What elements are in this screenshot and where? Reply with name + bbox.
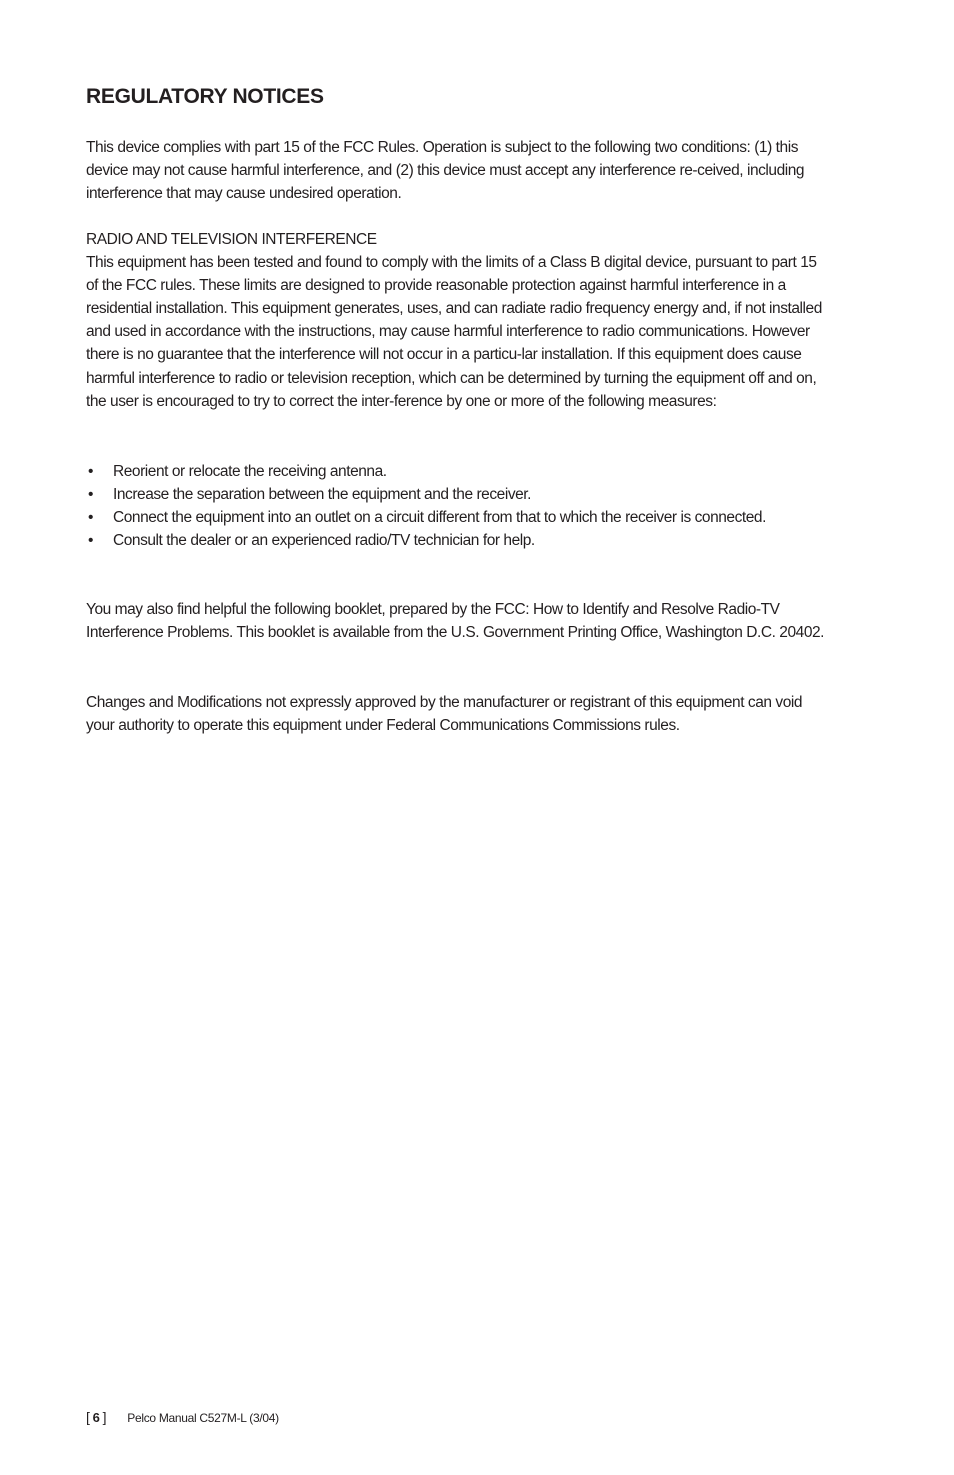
page-number: 6 bbox=[92, 1410, 100, 1425]
interference-paragraph: This equipment has been tested and found to comply with the limits of a Class B digital device, pursuant to part 15 of the FCC rules. These limits are designed to provide reasonable protection against harmful interference in a residential installation. This equipment generates, uses, and can radiate radio frequency energy and, if not installed and used in accordance with the instructions, may cause harmful interference to radio communications. However there is no guarantee that the interference will not occur in a particu-lar installation. If this equipment does cause harmful interference to radio or television reception, which can be determined by turning the equipment off and on, the user is encouraged to try to correct the inter-ference by one or more of the following measures: bbox=[86, 254, 822, 410]
interference-section bbox=[86, 228, 826, 413]
modifications-paragraph: Changes and Modifications not expressly approved by the manufacturer or registrant of this equipment can void your authority to operate this equipment under Federal Communications Commissions rules. bbox=[86, 694, 803, 735]
bullet-icon: • bbox=[88, 463, 93, 480]
list-item-text: Increase the separation between the equipment and the receiver. bbox=[113, 486, 532, 504]
list-item bbox=[86, 529, 826, 552]
list-item bbox=[86, 460, 826, 483]
page-heading: REGULATORY NOTICES bbox=[86, 85, 324, 108]
manual-reference: Pelco Manual C527M-L (3/04) bbox=[127, 1411, 279, 1425]
measures-list bbox=[86, 460, 826, 552]
bullet-icon: • bbox=[88, 509, 93, 527]
bullet-icon: • bbox=[88, 532, 93, 550]
booklet-paragraph: You may also find helpful the following booklet, prepared by the FCC: How to Identify and Resolve Radio-TV Interference Problems. This booklet is available from the U.S. Government Printing Office, Washington D.C. 20402. bbox=[86, 601, 825, 642]
page-number-bracket-close: ] bbox=[102, 1409, 107, 1425]
list-item-text: Consult the dealer or an experienced radio/TV technician for help. bbox=[113, 532, 535, 550]
fcc-compliance-paragraph: This device complies with part 15 of the FCC Rules. Operation is subject to the following two conditions: (1) this device may not cause harmful interference, and (2) this device must accept any interference re-ceived, including interference that may cause undesired operation. bbox=[86, 139, 805, 203]
bullet-icon: • bbox=[88, 486, 93, 504]
section-title: RADIO AND TELEVISION INTERFERENCE bbox=[86, 231, 377, 248]
list-item bbox=[86, 506, 826, 529]
page-footer bbox=[86, 1408, 279, 1427]
list-item-text: Reorient or relocate the receiving antenna. bbox=[113, 463, 387, 480]
list-item bbox=[86, 483, 826, 506]
list-item-text: Connect the equipment into an outlet on a circuit different from that to which the receiver is connected. bbox=[113, 509, 766, 527]
page-number-bracket-open: [ bbox=[86, 1409, 90, 1425]
